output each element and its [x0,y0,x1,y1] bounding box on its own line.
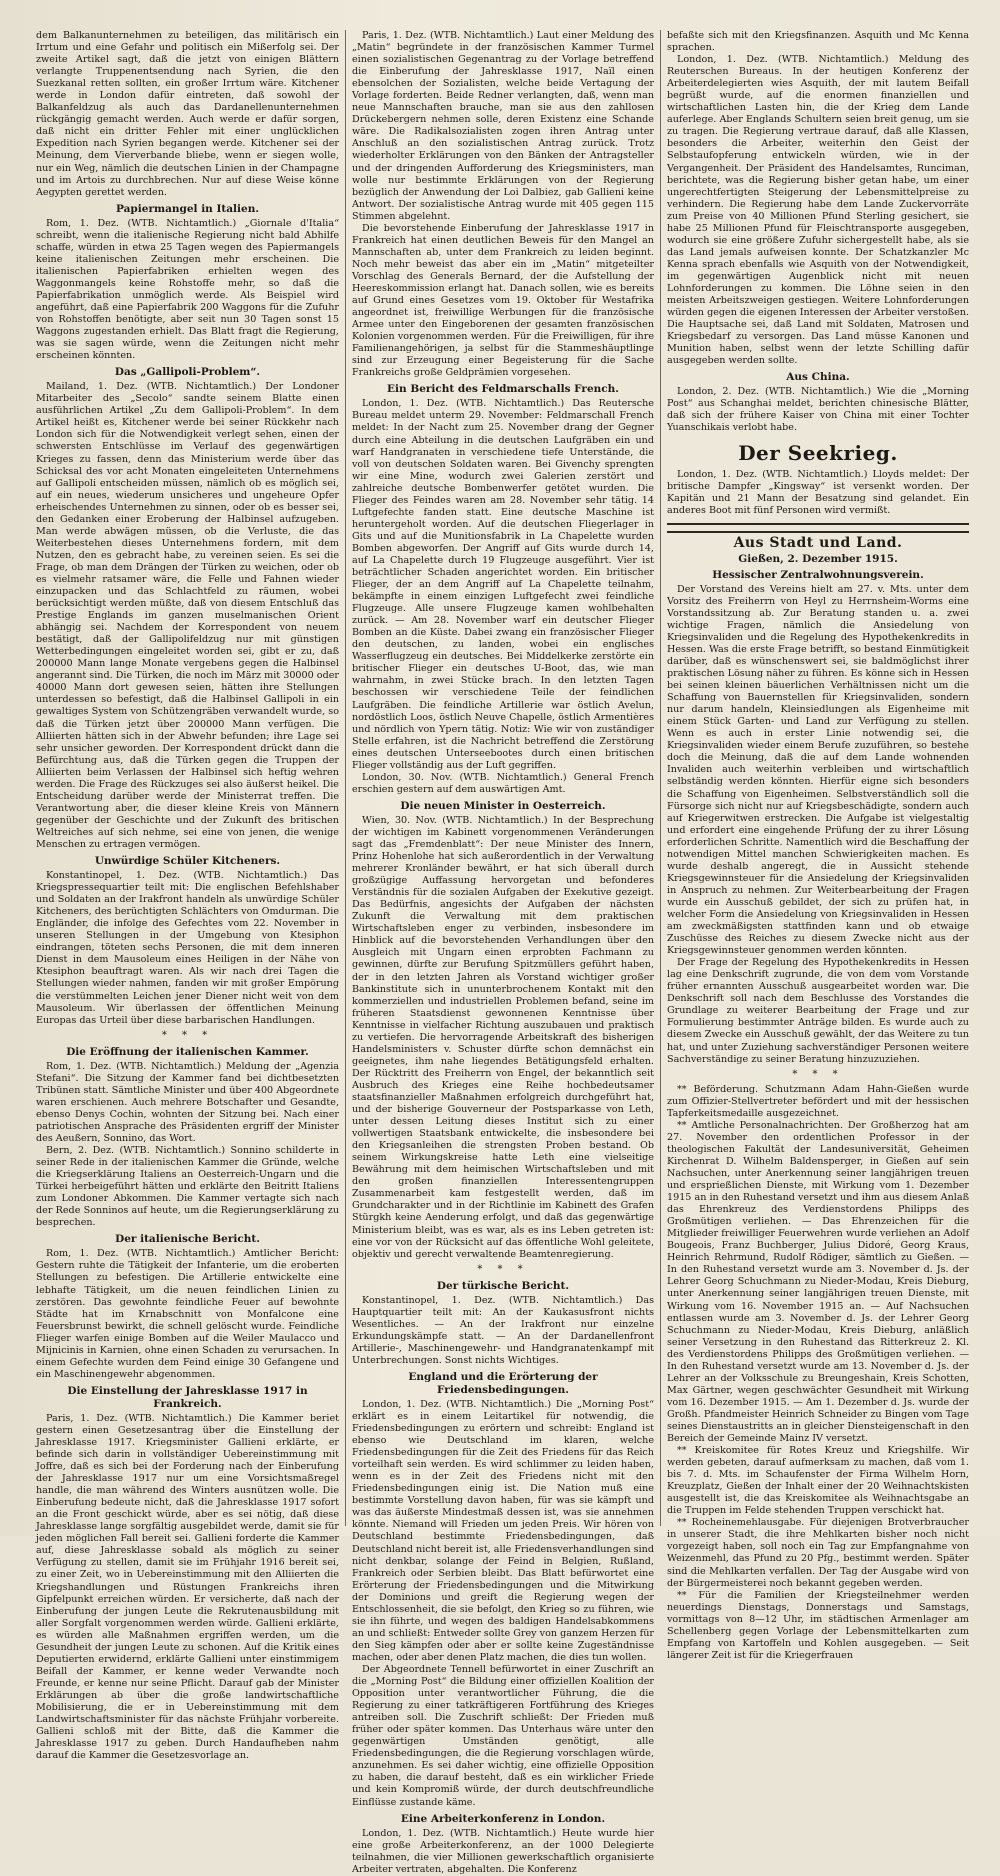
article-paragraph: London, 2. Dez. (WTB. Nichtamtlich.) Wie die „Morning Post“ aus Schanghai meldet, berichten chinesische Blätter, daß sich der frühere Kaiser von China mit einer Tochter Yuanschikais verlobt habe. [667,386,969,434]
article-paragraph: Rom, 1. Dez. (WTB. Nichtamtlich.) „Giornale d'Italia“ schreibt, wenn die italienische Regierung nicht bald Abhilfe schaffe, würden in etwa 25 Tagen wegen des Papiermangels keine italienischen Zeitungen mehr erscheinen. Die italienischen Papierfabriken erhielten wegen des Waggonmangels keine Rohstoffe mehr, so daß die Papierfabrikation unmöglich werde. Als Beispiel wird angeführt, daß eine Papierfabrik 200 Waggons für die Zufuhr von Rohstoffen benötigte, aber seit nun 30 Tagen sonst 15 Waggons zugestanden erhielt. Das Blatt fragt die Regierung, was sie sagen würde, wenn die Zeitungen nicht mehr erscheinen könnten. [36,217,339,362]
column-1 [30,30,345,1762]
article-paragraph: ** Beförderung. Schutzmann Adam Hahn-Gießen wurde zum Offizier-Stellvertreter befördert und mit der hessischen Tapferkeitsmedaille ausgezeichnet. [667,1083,969,1119]
article-paragraph: dem Balkanunternehmen zu beteiligen, das militärisch ein Irrtum und eine Gefahr und politisch ein Mißerfolg sei. Der zweite Artikel sagt, daß die jetzt von einigen Blättern verlangte Truppenentsendung nach Syrien, die den Suezkanal retten sollten, ein großer Irrtum wäre. Kitchener werde in London dafür eintreten, daß sowohl der Balkanfeldzug als auch das Dardanellenunternehmen rückgängig gemacht werden. Auch werde er dafür sorgen, daß nicht ein dritter Fehler mit einer unglücklichen Expedition nach Syrien begangen werde. Kitchener sei der Meinung, dem Vierverbande bliebe, wenn er siegen wolle, nur ein Weg, nämlich die deutschen Linien in der Champagne und im Artois zu durchbrechen. Nur auf diese Weise könne Aegypten gerettet werden. [36,30,339,198]
article-heading: Aus China. [786,371,850,384]
article-paragraph: befaßte sich mit den Kriegsfinanzen. Asquith und Mc Kenna sprachen. [667,30,969,54]
article-paragraph: Konstantinopel, 1. Dez. (WTB. Nichtamtlich.) Das Hauptquartier teilt mit: An der Kaukasusfront nichts Wesentliches. — An der Irakfront nur einzelne Erkundungskämpfe statt. — An der Dardanellenfront Artillerie-, Maschinengewehr- und Handgranatenkampf mit Unterbrechungen. Sonst nichts Wichtiges. [352,1294,654,1366]
article-paragraph: Paris, 1. Dez. (WTB. Nichtamtlich.) Die Kammer beriet gestern einen Gesetzesantrag über die Einstellung der Jahresklasse 1917. Kriegsminister Gallieni erklärte, er befinde sich darin in vollständiger Uebereinstimmung mit Joffre, daß es sich bei der Forderung nach der Einberufung der Jahresklasse 1917 nur um eine Vorsichtsmaßregel handle, die man während des Winters ausnützen wolle. Die Einberufung bedeute nicht, daß die Jahresklasse 1917 sofort an die Front geschickt würde, aber es sei nötig, daß diese Jahresklasse lange sorgfältig ausgebildet werde, damit sie für jeden möglichen Fall bereit sei. Gallieni forderte die Kammer auf, diese Jahresklasse sobald als möglich zu seiner Verfügung zu stellen, damit sie im Frühjahr 1916 bereit sei, zu einer Zeit, wo in Uebereinstimmung mit den Alliierten die Kriegshandlungen und Rüstungen Frankreichs ihren Gipfelpunkt erreichen würden. Er versicherte, daß nach der Einberufung der jungen Leute die Rekrutenausbildung mit aller Sorgfalt vorgenommen werden würde. Gallieni erklärte, es würden alle Maßnahmen ergriffen werden, um die Gesundheit der jungen Leute zu schonen. Auf die Kritik eines Deputierten erwidernd, erklärte Gallieni unter einstimmigem Beifall der Kammer, er kenne weder Verwandte noch Freunde, er kenne nur seine Pflicht. Darauf gab der Minister Erklärungen ab über die große landwirtschaftliche Mobilisierung, die er in Uebereinstimmung mit dem Landwirtschaftsminister für das nächste Frühjahr vorbereite. Gallieni schloß mit der Bitte, daß die Kammer die Jahresklasse 1917 zu geben. Durch Handaufheben nahm darauf die Kammer die Gesetzesvorlage an. [36,1412,339,1762]
article-paragraph: Der Abgeordnete Tennell befürwortet in einer Zuschrift an die „Morning Post“ die Bildung einer offiziellen Koalition der Opposition unter verantwortlicher Führung, die die Regierung zu einer tatkräftigeren Fortführung des Krieges antreiben soll. Die Zuschrift schließt: Der Frieden muß früher oder später kommen. Das Unterhaus wäre unter den gegenwärtigen Umständen genötigt, alle Friedensbedingungen, die die Regierung vorschlagen würde, anzunehmen. Es sei daher wichtig, eine offizielle Opposition zu haben, die darauf besteht, daß es ein wirklicher Friede und kein Kompromiß würde, der durch deutschfreundliche Einflüsse zustande käme. [352,1664,654,1808]
article-paragraph: ** Kreiskomitee für Rotes Kreuz und Kriegshilfe. Wir werden gebeten, darauf aufmerksam zu machen, daß vom 1. bis 7. d. Mts. im Schaufenster der Firma Wilhelm Horn, Kreuzplatz, Gießen der Inhalt einer der 20 Weihnachtskisten ausgestellt ist, die das Kreiskomitee als Weihnachtsgabe an die Truppen im Felde stehenden Truppen verschickt hat. [667,1445,969,1517]
article-heading: Unwürdige Schüler Kitcheners. [94,855,281,868]
column-container [30,30,978,1875]
separator-stars: * * * [477,1263,529,1275]
article-heading: Ein Bericht des Feldmarschalls French. [387,383,619,396]
article-heading: Die Eröffnung der italienischen Kammer. [66,1045,309,1058]
section-rule [667,531,969,533]
article-paragraph: Wien, 30. Nov. (WTB. Nichtamtlich.) In der Besprechung der wichtigen im Kabinett vorgenommenen Veränderungen sagt das „Fremdenblatt“: Der neue Minister des Innern, Prinz Hohenlohe hat sich außerordentlich in der Verwaltung mehrerer Kronländer bewährt, er hat sich überall durch großzügige Auffassung hervorgetan und befonderes Verständnis für die sozialen Aufgaben der Exekutive gezeigt. Das Bedürfnis, angesichts der Aufgaben der nächsten Zukunft die Verwaltung mit dem praktischen Wirtschaftsleben enger zu verbinden, insbesondere im Hinblick auf die bevorstehenden Verhandlungen über den Ausgleich mit Ungarn einen erprobten Fachmann zu gewinnen, dürfte zur Berufung Spitzmüllers geführt haben, der in den letzten Jahren als Vorstand wichtiger großer Bankinstitute sich in ununterbrochenem Kontakt mit den kommerziellen und industriellen Problemen befand, seine im früheren Staatsdienst gewonnenen Kenntnisse über Kenntnisse in vielfacher Richtung auszubauen und praktisch zu vertiefen. Die hervorragende Arbeitskraft des bisherigen Handelsministers v. Schuster dürfte schon demnächst ein geeignetes, ihm nahe liegendes Betätigungsfeld erhalten. Der Rücktritt des Freiherrn von Engel, der bekanntlich seit Ausbruch des Krieges eine Reihe hochbedeutsamer staatsfinanzieller Maßnahmen erfolgreich durchgeführt hat, und der bisherige Gouverneur der Postsparkasse von Leth, unter dessen Leitung dieses Institut sich zu einer vollwertigen Staatsbank entwickelte, die insbesondere bei den Kriegsanleihen die strengsten Proben bestand. Ob seinem Wirkungskreise hatte Leth eine vielseitige Bewährung mit dem heimischen Wirtschaftsleben und mit den großen finanziellen Interessentengruppen Zusammenarbeit kam festgestellt werden, daß im Grundcharakter und in der Richtlinie im Kabinett des Grafen Stürgkh keine Aenderung erfolgt, und daß das gegenwärtige Ministerium bleibt, was es war, als es ins Leben getreten ist: eine vor von der Rücksicht auf das öffentliche Wohl geleitete, objektiv und gerecht verwaltende Beamtenregierung. [352,814,654,1260]
article-paragraph: London, 1. Dez. (WTB. Nichtamtlich.) Das Reutersche Bureau meldet unterm 29. November: Feldmarschall French meldet: In der Nacht zum 25. November drang der Gegner durch eine Abteilung in die deutschen Laufgräben ein und warf Handgranaten in verschiedene tiefe Unterstände, die voll von deutschen Soldaten waren. Bei Givenchy sprengten wir eine Mine, wodurch zwei Galerien zerstört und zahlreiche deutsche Bombenwerfer getötet wurden. Die Flieger des Feindes waren am 28. November sehr tätig. 14 Luftgefechte fanden statt. Eine deutsche Maschine ist heruntergeholt worden. Auf die deutschen Fliegerlager in Gits und auf die Munitionsfabrik in La Chapelette wurden Bomben abgeworfen. Der Angriff auf Gits wurde durch 14, auf La Chapelette durch 19 Flugzeuge ausgeführt. Vier ist beträchtlicher Schaden angerichtet worden. Ein britischer Flieger, der an dem Angriff auf La Chapelette teilnahm, bekämpfte in einem einzigen Luftgefecht zwei feindliche Flugzeuge. Alle unsere Flugzeuge kamen wohlbehalten zurück. — Am 28. November warf ein deutscher Flieger Bomben an die Küste. Dabei zwang ein französischer Flieger den deutschen, zu landen, wobei ein englisches Wasserflugzeug ein deutsches. Bei Middelkerke zerstörte ein britischer Flieger ein deutsches U-Boot, das, wie man wahrnahm, in zwei Stücke brach. In den letzten Tagen beschossen wir verschiedene Teile der feindlichen Laufgräben. Die feindliche Artillerie war östlich Avelun, nordöstlich Loos, östlich Neuve Chapelle, östlich Armentières und nördlich von Ypern tätig. Notiz: Wie wir von zuständiger Stelle erfahren, ist die Nachricht betreffend die Zerstörung eines deutschen Unterseebootes durch einen britischen Flieger vollständig aus der Luft gegriffen. [352,398,654,771]
column-2 [345,30,660,1875]
article-paragraph: London, 1. Dez. (WTB. Nichtamtlich.) Die „Morning Post“ erklärt es in einem Leitartikel für notwendig, die Friedensbedingungen zu erörtern und schreibt: England ist ebenso wie Deutschland im klaren, welche Friedensbedingungen für die Zeit des Friedens für das Reich vorteilhaft sein werden. Es wird schlimmer zu leiden haben, wenn es in der Zeit des Friedens nicht mit den Friedensbedingungen einig ist. Die Nation muß eine bestimmte Vorstellung davon haben, für was sie kämpft und was das äußerste Mindestmaß dessen ist, was sie annehmen könnte. Niemand will Frieden um jeden Preis. Wir hören von Deutschland bestimmte Friedensbedingungen, daß Deutschland nicht bereit ist, alle Friedensverhandlungen sind nicht denkbar, solange der Feind in Belgien, Rußland, Frankreich oder Serbien bleibt. Das Blatt befürwortet eine Erörterung der Friedensbedingungen und die Mitwirkung der Dominions und greift die Regierung wegen der Entschlossenheit, die sie befolgt, den Krieg so zu führen, wie sie ihn führte, und wegen des baldigen Handelsabkommens an und schließt: Entweder sollte Grey von ganzem Herzen für den Sieg kämpfen oder aber er sollte keine Zugeständnisse machen, oder aber denen Platz machen, die dies tun wollen. [352,1398,654,1663]
article-paragraph: ** Rocheinemehlausgabe. Für diejenigen Brotverbraucher in unserer Stadt, die ihre Mehlkarten bisher noch nicht vorgezeigt haben, soll noch ein Tag zur Empfangnahme von Weizenmehl, das Pfund zu 20 Pfg., bestimmt werden. Später sind die Mehlkarten verfallen. Der Tag der Ausgabe wird von der Bürgermeisterei noch bekannt gegeben werden. [667,1517,969,1589]
article-heading: Eine Arbeiterkonferenz in London. [400,1812,606,1825]
article-paragraph: Konstantinopel, 1. Dez. (WTB. Nichtamtlich.) Das Kriegspressequartier teilt mit: Die englischen Befehlshaber und Soldaten an der Irakfront handeln als unwürdige Schüler Kitcheners, des berüchtigten Schlächters von Omdurman. Die Engländer, die infolge des Gefechtes vom 22. November in unseren Stellungen in der Umgebung von Ktesiphon eindrangen, töteten sechs Personen, die mit dem inneren Dienst in dem Mausoleum eines Heiligen in der Nähe von Ktesiphon beauftragt waren. Als wir nach drei Tagen die Stellungen wieder nahmen, fanden wir mit großer Empörung die verstümmelten Leichen jener Diener nicht weit von dem Mausoleum. Wir überlassen der öffentlichen Meinung Europas das Urteil über diese barbarischen Handlungen. [36,870,339,1026]
article-heading: Der türkische Bericht. [436,1279,570,1292]
article-paragraph: London, 1. Dez. (WTB. Nichtamtlich.) Meldung des Reuterschen Bureaus. In der heutigen Konferenz der Arbeiterdelegierten wies Asquith, der mit lautem Beifall begrüßt wurde, auf die enormen finanziellen und wirtschaftlichen Lasten hin, die der Krieg dem Lande auferlege. Aber Englands Schultern seien breit genug, um sie zu tragen. Die Regierung vertraue darauf, daß alle Klassen, besonders die Arbeiter, weiterhin den Geist der Selbstaufopferung entwickeln würden, wie in der Vergangenheit. Der Präsident des Handelsamtes, Runciman, berichtete, was die Regierung bisher getan habe, um einer ungerechtfertigten Steigerung der Lebensmittelpreise zu verhindern. Die Regierung habe dem Lande Zuckervorräte zum Preise von 40 Millionen Pfund Sterling gesichert, sie habe 25 Millionen Pfund für Fleischtransporte ausgegeben, wodurch sie eine größere Zufuhr sichergestellt habe, als sie das Land jemals aufweisen konnte. Der Schatzkanzler Mc Kenna sprach ebenfalls wie Asquith von der Notwendigkeit, im gegenwärtigen Augenblick nicht mit neuen Lohnforderungen zu kommen. Die Löhne seien in den meisten Arbeitszweigen gestiegen. Weitere Lohnforderungen würden gegen die eigenen Interessen der Arbeiter verstoßen. Die Hauptsache sei, daß Land mit Soldaten, Matrosen und Kriegsbedarf zu versorgen. Das Land müsse Kanonen und Munition haben, selbst wenn der letzte Schilling dafür ausgegeben werden sollte. [667,54,969,367]
article-paragraph: London, 1. Dez. (WTB. Nichtamtlich.) Heute wurde hier eine große Arbeiterkonferenz, an der 1000 Delegierte teilnahmen, die vier Millionen gewerkschaftlich organisierte Arbeiter vertraten, abgehalten. Die Konferenz [352,1827,654,1875]
article-paragraph: Der Vorstand des Vereins hielt am 27. v. Mts. unter dem Vorsitz des Freiherrn von Heyl zu Herrnsheim-Worms eine Vorstandssitzung ab. Zur Beratung standen u. a. zwei wichtige Fragen, nämlich die Ansiedelung von Kriegsinvaliden und die Regelung des Hypothekenkredits in Hessen. Was die erste Frage betrifft, so bestand Einmütigkeit darüber, daß es wünschenswert sei, sie baldmöglichst ihrer praktischen Lösung näher zu führen. Es könne sich in Hessen bei seinen kleinen bäuerlichen Verhältnissen nicht um die Schaffung von Bauernstellen für Kriegsinvaliden, sondern nur darum handeln, Kleinsiedlungen als Eigenheime mit einem Stück Garten- und Land zur Verfügung zu stellen. Wenn es auch in erster Linie notwendig sei, die Kriegsinvaliden wieder einem Berufe zuzuführen, so bestehe doch die Meinung, daß die auf dem Lande wohnenden Invaliden auch weiterhin verbleiben und wirtschaftlich selbständig werden könnten. Hierfür eigne sich besonders die Schaffung von Eigenheimen. Selbstverständlich soll die Fürsorge sich nicht nur auf Kriegsbeschädigte, sondern auch auf Kriegerwitwen erstrecken. Die Aufgabe ist vielgestaltig und erfordert eine eingehende Prüfung der zu ihrer Lösung erforderlichen Schritte. Namentlich wird die Beschaffung der notwendigen Mittel manchen Schwierigkeiten machen. Es wurde deshalb angeregt, die in Aussicht stehende Kriegsgewinnsteuer für die Ansiedelung der Kriegsinvaliden in Anspruch zu nehmen. Zur Weiterbearbeitung der Fragen wurde ein Ausschuß gebildet, der sich zu prüfen hat, in welcher Form die Ansiedelung von Kriegsinvaliden in Hessen am zweckmäßigsten stattfinden kann und ob etwaige Zuschüsse des Reiches zu diesem Zwecke nicht aus der Kriegsgewinnsteuer genommen werden könnten. [667,583,969,957]
article-paragraph: London, 30. Nov. (WTB. Nichtamtlich.) General French erschien gestern auf dem auswärtigen Amt. [352,771,654,795]
article-paragraph: Bern, 2. Dez. (WTB. Nichtamtlich.) Sonnino schilderte in seiner Rede in der italienischen Kammer die Gründe, welche die Kriegserklärung Italiens an Oesterreich-Ungarn und die Türkei herbeigeführt hätten und erklärte den Beitritt Italiens zum Londoner Abkommen. Die Kammer vertagte sich nach der Rede Sonninos auf heute, um die Regierungserklärung zu besprechen. [36,1145,339,1229]
section-heading: Der Seekrieg. [738,440,898,465]
article-paragraph: Mailand, 1. Dez. (WTB. Nichtamtlich.) Der Londoner Mitarbeiter des „Secolo“ sandte seinem Blatte einen ausführlichen Artikel „Zu dem Gallipoli-Problem“. In dem Artikel heißt es, Kitchener werde bei seiner Rückkehr nach London sich für die Notwendigkeit verlegt sehen, einen der schwersten Entschlüsse im Verlauf des gegenwärtigen Krieges zu fassen, denn das Ministerium werde über das Schicksal des vor acht Monaten eingeleiteten Unternehmens auf Gallipoli entscheiden müssen, nämlich ob es möglich sei, auf ein neues, wiederum unsicheres und ungeheure Opfer erheischendes Unternehmen zu sinnen, oder ob es besser sei, den Gedanken einer Eroberung der Halbinsel aufzugeben. Man werde abwägen müssen, ob die Verluste, die das Weiterbestehen dieses Unternehmens fordern, mit dem Nutzen, den es gebracht habe, zu vereinen seien. Es sei die Frage, ob man dem Drängen der Türken zu weichen, oder ob es vielmehr ratsamer wäre, die Felle und Fahnen wieder einzupacken und das Schlachtfeld zu räumen, wobei berücksichtigt werden müßte, daß von diesem Entschluß das Prestige Englands im ganzen muselmanischen Orient abhängig sei. Nachdem der Korrespondent von neuem bestätigt, daß der Gallipolifeldzug nur mit günstigen Wetterbedingungen eingeleitet worden sei, gibt er zu, daß 200000 Mann lange Monate vergebens gegen die Halbinsel angerannt sind. Die Türken, die noch im März mit 30000 oder 40000 Mann dort gewesen seien, hätten ihre Stellungen unterdessen so befestigt, daß die Halbinsel Gallipoli in ein gewaltiges System von Schützengräben verwandelt wurde, so daß die Türken jetzt über 200000 Mann verfügen. Die Alliierten hätten sich in der Abwehr befunden; ihre Lage sei sehr unsicher geworden. Der Korrespondent drückt dann die Befürchtung aus, daß die Türken gegen die Truppen der Alliierten beim Verlassen der Halbinsel sich heftig wehren werden. Die Frage des Rückzuges sei also äußerst heikel. Die Entscheidung darüber werde der Ministerrat treffen. Die Verantwortung aber, die dieser kleine Kreis von Männern gegenüber der Geschichte und der Zukunft des britischen Weltreiches auf sich nehme, sei eine von jenen, die wenige Menschen zu ertragen vermögen. [36,381,339,850]
article-heading: Der italienische Bericht. [115,1233,260,1246]
section-rule [667,523,969,525]
column-3 [660,30,975,1661]
article-heading: Die neuen Minister in Oesterreich. [400,799,606,812]
section-heading: Aus Stadt und Land. [733,534,903,551]
article-heading: Das „Gallipoli-Problem“. [114,366,261,379]
article-paragraph: Der Frage der Regelung des Hypothekenkredits in Hessen lag eine Denkschrift zugrunde, die von dem vom Vorstande früher ernannten Ausschuß ausgearbeitet worden war. Die Denkschrift soll nach dem Beschlusse des Vorstandes die Grundlage zu weiterer Bearbeitung der Frage und zur Formulierung bestimmter Anträge bilden. Es wurde auch zu diesem Zwecke ein Ausschuß gewählt, der das Weitere zu tun hat, und unter Zuziehung sachverständiger Personen weitere Sachverständige zu seiner Beratung hinzuzuziehen. [667,957,969,1065]
separator-stars: * * * [161,1029,214,1041]
article-paragraph: ** Amtliche Personalnachrichten. Der Großherzog hat am 27. November den ordentlichen Professor in der theologischen Fakultät der Landesuniversität, Geheimen Kirchenrat D. Wilhelm Baldensperger, in Gießen auf sein Nachsuchen, unter Anerkennung seiner langjährigen treuen und ersprießlichen Dienste, mit Wirkung vom 1. Dezember 1915 an in den Ruhestand versetzt und ihm aus diesem Anlaß das Ehrenkreuz des Verdienstordens Philipps des Großmütigen verliehen. — Das Ehrenzeichen für die Mitglieder freiwilliger Feuerwehren wurde verliehen an Adolf Bougeois, Franz Buchberger, Julius Didoré, Georg Kraus, Heinrich Rehrmund, Rudolf Rödiger, sämtlich zu Gießen. — In den Ruhestand versetzt wurde am 3. November d. Js. der Lehrer Georg Schuchmann zu Nieder-Modau, Kreis Dieburg, unter Anerkennung seiner langjährigen treuen Dienste, mit Wirkung vom 16. November 1915 an. — Auf Nachsuchen entlassen wurde am 3. November d. Js. der Lehrer Georg Schuchmann zu Nieder-Modau, Kreis Dieburg, anläßlich seiner Versetzung in den Ruhestand das Ritterkreuz 2. Kl. des Verdienstordens Philipps des Großmütigen verliehen. — In den Ruhestand versetzt wurde am 13. November d. Js. der Lehrer an der Volksschule zu Breungeshain, Kreis Schotten, Max Gärtner, wegen geschwächter Gesundheit mit Wirkung vom 16. Dezember 1915. — Am 1. Dezember d. Js. wurde der Großh. Pfandmeister Heinrich Schneider zu Bingen vom Tage seines Dienstaustritts an in gleicher Diensteigenschaft in den Bereich der Gemeinde Mainz IV versetzt. [667,1119,969,1445]
article-paragraph: Die bevorstehende Einberufung der Jahresklasse 1917 in Frankreich hat einen deutlichen Beweis für den Mangel an Mannschaften ab, unter dem Frankreich zu leiden beginnt. Noch mehr beweist das aber ein im „Matin“ mitgeteilter Vorschlag des Generals Bernard, der die Aufstellung der Heereskommission erlangt hat. Danach sollen, wie es bereits auf Grund eines Gesetzes vom 19. Oktober für Westafrika angeordnet ist, freiwillige Werbungen für die französische Armee unter den Eingeborenen der gesamten französischen Kolonien vorgenommen werden. Für die Freiwilligen, für ihre Familienangehörigen, ja selbst für die Stammeshäuptlinge sind zur Erzeugung einer Begeisterung für die Sache Frankreichs große Geldprämien vorgesehen. [352,222,654,379]
article-paragraph: ** Für die Familien der Kriegsteilnehmer werden neuerdings Dienstags, Donnerstags und Samstags, vormittags von 8—12 Uhr, im städtischen Armenlager am Schellenberg gegen Vorlage der Lebensmittelkarten zum Empfang von Kartoffeln und Kohlen ausgegeben. — Seit längerer Zeit ist für die Kriegerfrauen [667,1589,969,1661]
article-paragraph: Paris, 1. Dez. (WTB. Nichtamtlich.) Laut einer Meldung des „Matin“ begründete in der französischen Kammer Turmel einen sozialistischen Gegenantrag zu der Vorlage betreffend die Einberufung der Jahresklasse 1917, Naïl einen ebensolchen der Sozialisten, welche beide Vertagung der Vorlage forderten. Beide Redner verlangten, daß, wenn man neue Mannschaften brauche, man sie aus den zahllosen Drückebergern nehmen solle, deren Existenz eine Schande wäre. Die Radikalsozialisten zogen ihren Antrag unter Anschluß an den sozialistischen Antrag zurück. Trotz wiederholter Erklärungen von den Bänken der Antragsteller und der dringenden Aufforderung des Kriegsministers, man wolle nur bestimmte Erklärungen von der Regierung bezüglich der Anwendung der Loi Dalbiez, gab Gallieni keine Antwort. Der sozialistische Antrag wurde mit 405 gegen 115 Stimmen abgelehnt. [352,30,654,222]
article-paragraph: Rom, 1. Dez. (WTB. Nichtamtlich.) Meldung der „Agenzia Stefani“. Die Sitzung der Kammer fand bei dichtbesetzten Tribünen statt. Sämtliche Minister und über 400 Abgeordnete waren erschienen. Auch mehrere Botschafter und Gesandte, ebenso Denys Cochin, wohnten der Sitzung bei. Nach einer patriotischen Ansprache des Präsidenten ergriff der Minister des Aeußern, Sonnino, das Wort. [36,1060,339,1144]
article-heading: England und die Erörterung der Friedensbedingungen. [408,1370,598,1396]
dateline: Gießen, 2. Dezember 1915. [738,552,898,565]
article-heading: Papiermangel in Italien. [116,202,259,215]
article-paragraph: Rom, 1. Dez. (WTB. Nichtamtlich.) Amtlicher Bericht: Gestern ruhte die Tätigkeit der Infanterie, um die eroberten Stellungen zu befestigen. Die Artillerie entwickelte eine lebhafte Tätigkeit, um die neuen feindlichen Linien zu zerstören. Das gewohnte feindliche Feuer auf bewohnte Städte hat im Krnabschnitt von Monfalcone eine Feuersbrunst bewirkt, die schnell gelöscht wurde. Feindliche Flieger warfen einige Bomben auf die Weiler Maulacco und Mijnicinis in Karnien, ohne einen Schaden zu verursachen. In einem Gefechte wurden dem Feind einige 30 Gefangene und ein Maschinengewehr abgenommen. [36,1248,339,1380]
separator-stars: * * * [792,1068,844,1080]
article-heading: Hessischer Zentralwohnungsverein. [712,568,924,581]
article-heading: Die Einstellung der Jahresklasse 1917 in Frankreich. [67,1384,308,1410]
article-paragraph: London, 1. Dez. (WTB. Nichtamtlich.) Lloyds meldet: Der britische Dampfer „Kingsway“ ist versenkt worden. Der Kapitän und 21 Mann der Besatzung sind gelandet. Ein anderes Boot mit fünf Personen wird vermißt. [667,468,969,516]
